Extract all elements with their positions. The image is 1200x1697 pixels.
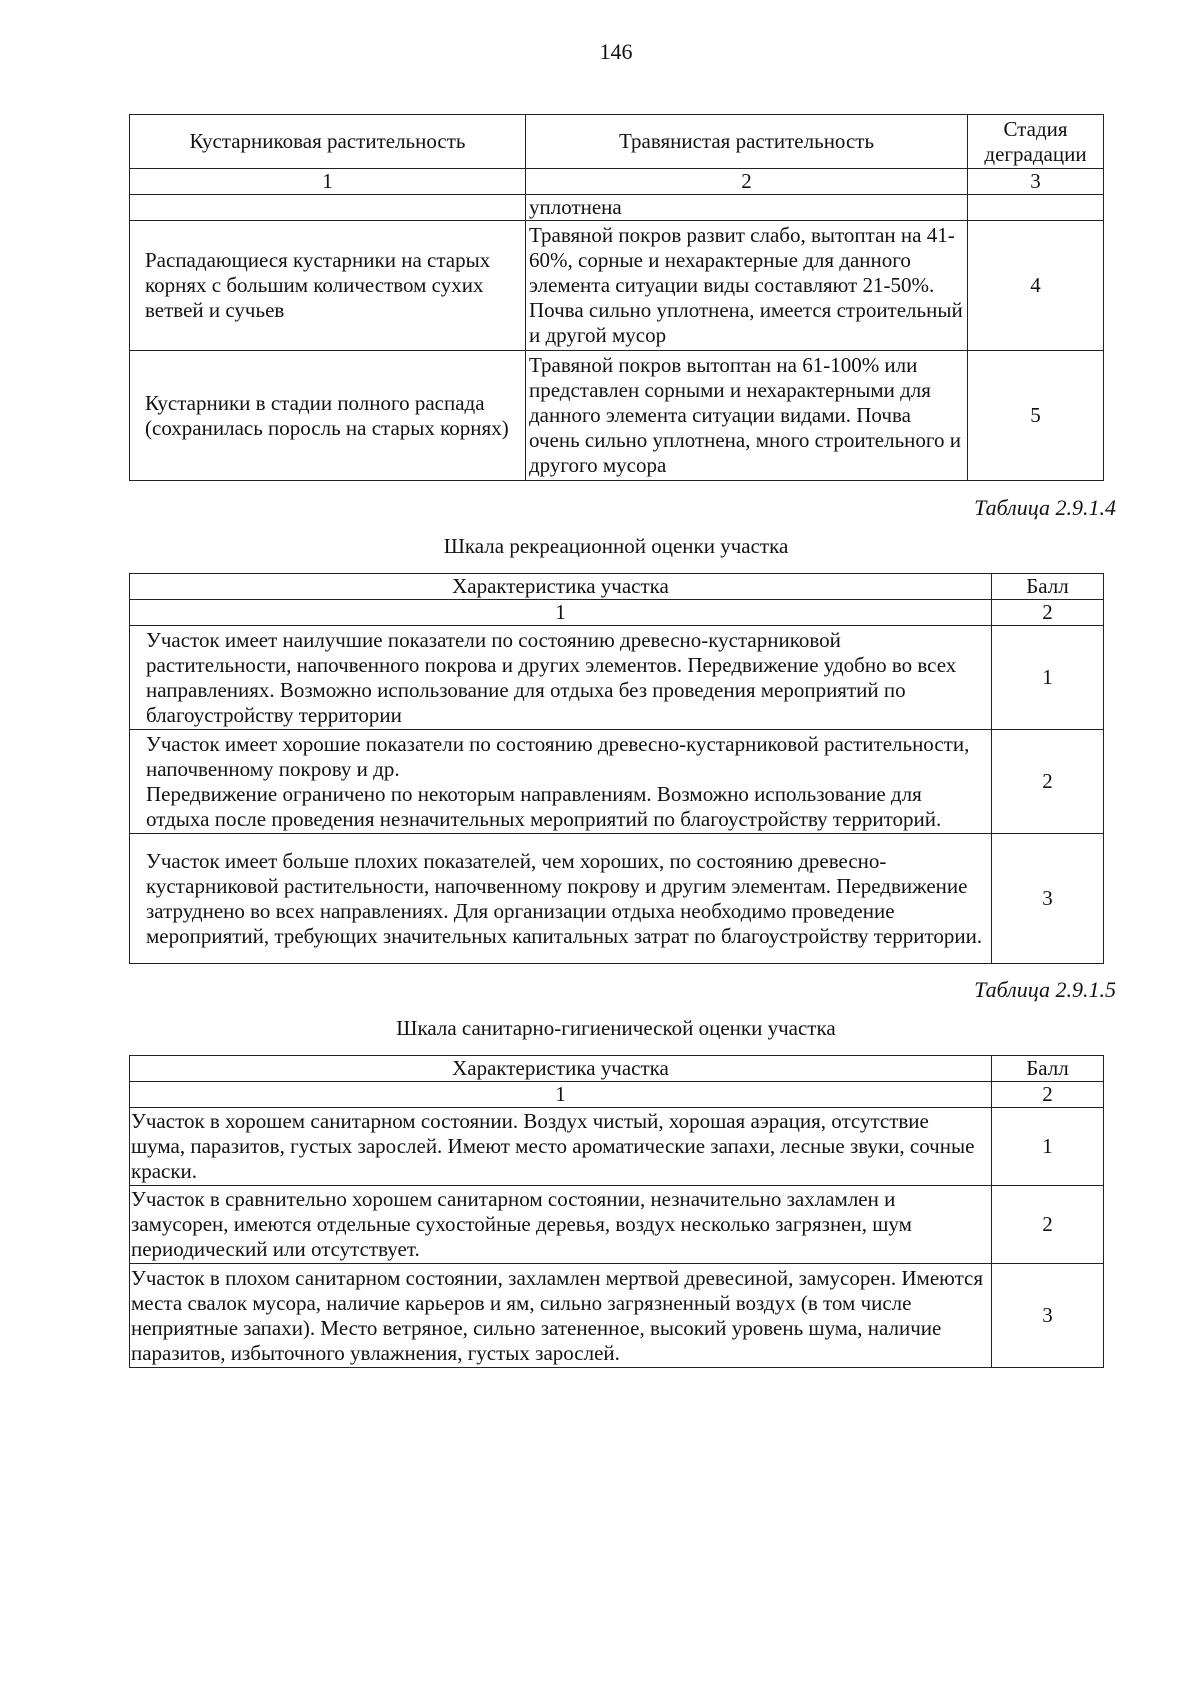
score-cell: 1 bbox=[992, 1108, 1104, 1186]
score-cell: 1 bbox=[992, 626, 1104, 730]
column-number-row bbox=[130, 600, 1104, 626]
degradation-table bbox=[129, 114, 1104, 481]
col-number: 2 bbox=[992, 1082, 1104, 1108]
score-cell: 3 bbox=[992, 1264, 1104, 1368]
table-header-row bbox=[130, 1056, 1104, 1082]
table-caption: Таблица 2.9.1.5 bbox=[974, 977, 1116, 1002]
col-number: 1 bbox=[130, 169, 526, 195]
col-number: 3 bbox=[968, 169, 1104, 195]
grass-cell: Травяной покров вытоптан на 61-100% или представлен сорными и нехарактерными для данного элемента ситуации видами. Почва очень сильно уплотнена, много строительного и другого мусора bbox=[526, 351, 968, 481]
characteristic-cell: Участок в хорошем санитарном состоянии. Воздух чистый, хорошая аэрация, отсутствие шума, паразитов, густых зарослей. Имеют место ароматические запахи, лесные звуки, сочные краски. bbox=[130, 1108, 992, 1186]
table-row bbox=[130, 1264, 1104, 1368]
score-cell: 2 bbox=[992, 1186, 1104, 1264]
score-cell: 2 bbox=[992, 730, 1104, 834]
column-number-row bbox=[130, 169, 1104, 195]
score-cell: 3 bbox=[992, 834, 1104, 964]
grass-cell: уплотнена bbox=[526, 195, 968, 221]
characteristic-cell: Участок имеет больше плохих показателей, чем хороших, по состоянию древесно-кустарниковой растительности, напочвенному покрову и другим элементам. Передвижение затруднено во всех направлениях. Для организации отдыха необходимо проведение мероприятий, требующих значительных капитальных затрат по благоустройству территории. bbox=[130, 834, 992, 964]
page-number: 146 bbox=[599, 39, 633, 64]
header-stage: Стадия деградации bbox=[968, 115, 1104, 169]
col-number: 2 bbox=[992, 600, 1104, 626]
shrub-cell: Распадающиеся кустарники на старых корнях с большим количеством сухих ветвей и сучьев bbox=[130, 221, 526, 351]
table-caption: Таблица 2.9.1.4 bbox=[974, 495, 1116, 520]
characteristic-cell: Участок имеет наилучшие показатели по состоянию древесно-кустарниковой растительности, напочвенного покрова и других элементов. Передвижение удобно во всех направлениях. Возможно использование для отдыха без проведения мероприятий по благоустройству территории bbox=[130, 626, 992, 730]
characteristic-line: Передвижение ограничено по некоторым направлениям. Возможно использование для отдыха после проведения незначительных мероприятий по благоустройству территорий. bbox=[146, 781, 942, 831]
header-characteristic: Характеристика участка bbox=[130, 574, 992, 600]
stage-cell: 4 bbox=[968, 221, 1104, 351]
shrub-cell: Кустарники в стадии полного распада (сохранилась поросль на старых корнях) bbox=[130, 351, 526, 481]
table-title: Шкала санитарно-гигиенической оценки участка bbox=[396, 1016, 836, 1040]
table-row bbox=[130, 730, 1104, 834]
stage-cell: 5 bbox=[968, 351, 1104, 481]
characteristic-line: Участок имеет хорошие показатели по состоянию древесно-кустарниковой растительности, напочвенному покрову и др. bbox=[146, 731, 970, 781]
stage-cell bbox=[968, 195, 1104, 221]
table-row bbox=[130, 221, 1104, 351]
table-header-row bbox=[130, 115, 1104, 169]
table-row bbox=[130, 1108, 1104, 1186]
header-shrub: Кустарниковая растительность bbox=[130, 115, 526, 169]
recreation-score-table bbox=[129, 573, 1104, 964]
table-row bbox=[130, 1186, 1104, 1264]
table-header-row bbox=[130, 574, 1104, 600]
table-row bbox=[130, 351, 1104, 481]
header-grass: Травянистая растительность bbox=[526, 115, 968, 169]
shrub-cell bbox=[130, 195, 526, 221]
col-number: 1 bbox=[130, 1082, 992, 1108]
grass-cell: Травяной покров развит слабо, вытоптан на 41-60%, сорные и нехарактерные для данного элемента ситуации виды составляют 21-50%. Почва сильно уплотнена, имеется строительный и другой мусор bbox=[526, 221, 968, 351]
column-number-row bbox=[130, 1082, 1104, 1108]
table-row bbox=[130, 834, 1104, 964]
characteristic-cell: Участок в плохом санитарном состоянии, захламлен мертвой древесиной, замусорен. Имеются места свалок мусора, наличие карьеров и ям, сильно загрязненный воздух (в том числе неприятные запахи). Место ветряное, сильно затененное, высокий уровень шума, наличие паразитов, избыточного увлажнения, густых зарослей. bbox=[130, 1264, 992, 1368]
header-score: Балл bbox=[992, 1056, 1104, 1082]
col-number: 1 bbox=[130, 600, 992, 626]
header-score: Балл bbox=[992, 574, 1104, 600]
characteristic-cell bbox=[130, 730, 992, 834]
table-title: Шкала рекреационной оценки участка bbox=[443, 534, 789, 558]
header-characteristic: Характеристика участка bbox=[130, 1056, 992, 1082]
sanitary-score-table bbox=[129, 1055, 1104, 1368]
col-number: 2 bbox=[526, 169, 968, 195]
characteristic-cell: Участок в сравнительно хорошем санитарном состоянии, незначительно захламлен и замусорен, имеются отдельные сухостойные деревья, воздух несколько загрязнен, шум периодический или отсутствует. bbox=[130, 1186, 992, 1264]
table-row bbox=[130, 626, 1104, 730]
table-row bbox=[130, 195, 1104, 221]
